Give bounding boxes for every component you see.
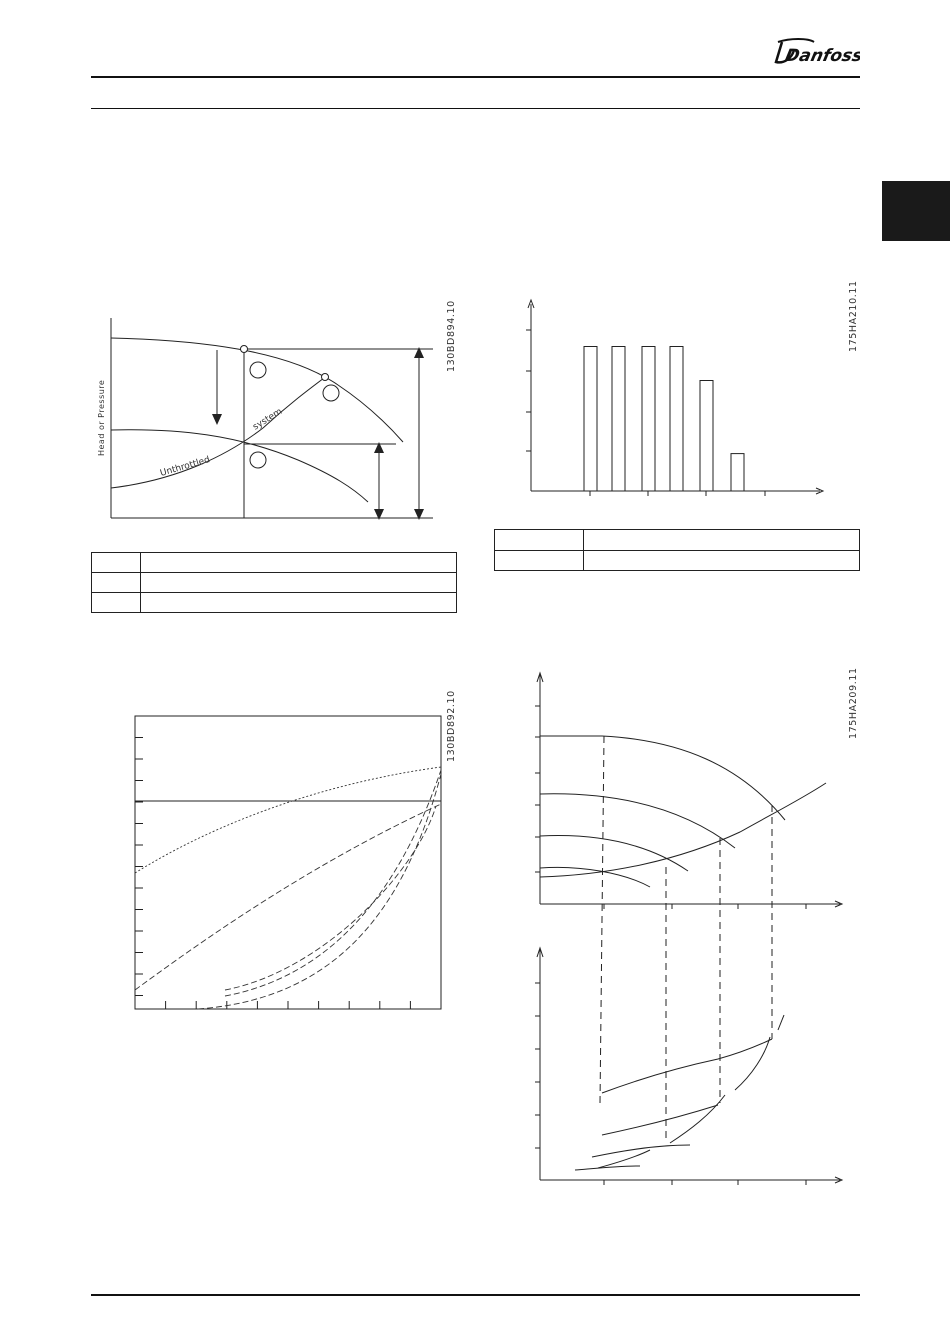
- fig2-bar: [584, 347, 597, 492]
- fig3-curve-1: [135, 767, 441, 873]
- fig2-bar: [731, 454, 744, 491]
- fig4-pump-curve-100: [540, 736, 785, 820]
- fig1-point-b: [322, 374, 329, 381]
- fig1-legend-table: [91, 552, 457, 613]
- fig1-down-arrow-head: [212, 414, 222, 425]
- fig4-power-curve-7: [735, 1037, 770, 1090]
- figure-1-chart: [88, 310, 448, 535]
- fig3-curve-3: [225, 770, 441, 996]
- fig4-power-curve-4: [575, 1166, 640, 1170]
- chapter-tab: [882, 181, 950, 241]
- fig4-pump-curve-40: [540, 867, 650, 887]
- fig2-legend-table: [494, 529, 860, 571]
- fig4-bottom-ticks: [535, 983, 806, 1185]
- fig3-curve-4: [198, 774, 441, 1009]
- fig4-power-curve-8: [778, 1015, 784, 1030]
- fig2-bar: [612, 347, 625, 492]
- figure-2-chart: [510, 290, 830, 500]
- fig1-marker-2: [323, 385, 339, 401]
- fig3-frame: [135, 716, 441, 1009]
- fig1-code: 130BD894.10: [446, 300, 457, 372]
- fig4-system-curve: [540, 783, 826, 877]
- fig1-pump-curve-lower: [111, 430, 368, 502]
- fig4-drop-line-1: [600, 736, 604, 1103]
- fig1-marker-3: [250, 452, 266, 468]
- fig2-bar: [642, 347, 655, 492]
- brand-wordmark: Danfoss: [783, 46, 860, 66]
- header-rule-bottom: [91, 108, 860, 109]
- table-row: [92, 553, 457, 573]
- fig4-power-curve-6: [670, 1095, 725, 1143]
- table-row: [495, 550, 860, 571]
- header-rule-top: [91, 76, 860, 78]
- fig1-system-label: system: [251, 406, 285, 433]
- fig4-pump-curve-80: [540, 794, 735, 848]
- fig4-power-curve-3: [592, 1145, 690, 1157]
- table-row: [495, 530, 860, 551]
- fig4-power-curve-1: [602, 1039, 772, 1093]
- fig2-bar: [700, 381, 713, 492]
- fig4-power-curve-5: [598, 1150, 650, 1168]
- fig1-unthrottled-label: Unthrottled: [159, 455, 212, 479]
- fig3-code: 130BD892.10: [446, 690, 457, 762]
- fig2-code: 175HA210.11: [848, 280, 859, 352]
- footer-rule: [91, 1294, 860, 1296]
- fig1-marker-1: [250, 362, 266, 378]
- fig1-system-curve: [111, 375, 328, 488]
- table-row: [92, 593, 457, 613]
- figure-4-chart: [530, 665, 850, 1195]
- brand-logo: [768, 34, 860, 70]
- fig2-bar: [670, 347, 683, 492]
- figure-3-chart: [130, 710, 450, 1015]
- table-row: [92, 573, 457, 593]
- fig1-point-a: [241, 346, 248, 353]
- fig3-curve-5: [225, 806, 436, 990]
- fig1-ylabel: Head or Pressure: [97, 379, 106, 456]
- fig4-code: 175HA209.11: [848, 667, 859, 739]
- fig3-curve-2: [135, 804, 441, 990]
- fig4-pump-curve-60: [540, 836, 688, 871]
